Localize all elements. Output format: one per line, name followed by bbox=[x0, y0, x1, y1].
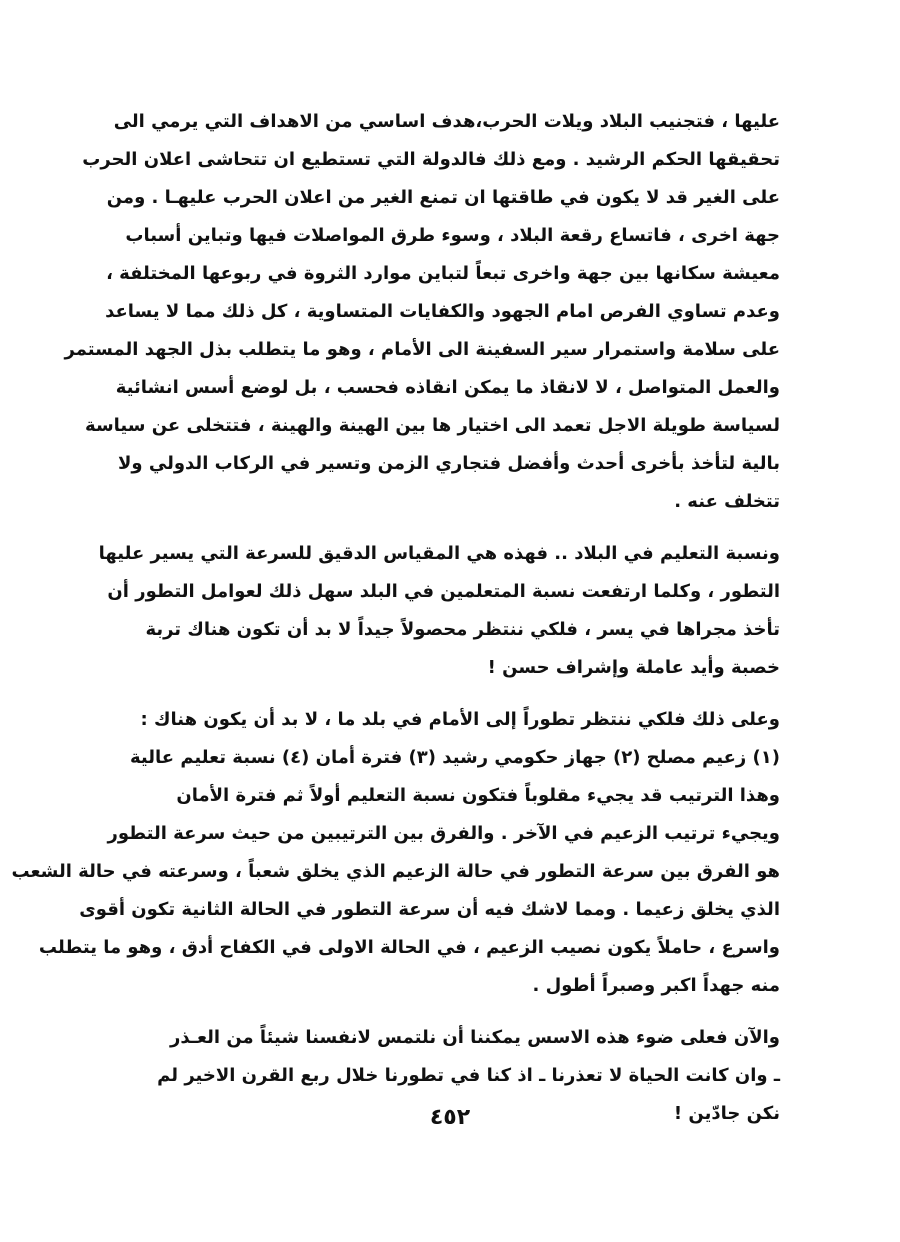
text-line: نكن جادّين ! bbox=[673, 1103, 780, 1124]
text-line: على سلامة واستمرار سير السفينة الى الأمام ، وهو ما يتطلب بذل الجهد المستمر bbox=[64, 339, 780, 360]
paragraph-gap bbox=[140, 1005, 780, 1019]
text-line: وهذا الترتيب قد يجيء مقلوباً فتكون نسبة التعليم أولاً ثم فترة الأمان bbox=[176, 785, 780, 806]
page-number: ٤٥٢ bbox=[429, 1105, 471, 1130]
paragraph-gap bbox=[140, 687, 780, 701]
text-line: معيشة سكانها بين جهة واخرى تبعاً لتباين موارد الثروة في ربوعها المختلفة ، bbox=[106, 263, 780, 284]
body-text bbox=[11, 103, 780, 1133]
text-line: الذي يخلق زعيما . ومما لاشك فيه أن سرعة التطور في الحالة الثانية تكون أقوى bbox=[79, 899, 780, 920]
text-line: بالية لتأخذ بأخرى أحدث وأفضل فتجاري الزمن وتسير في الركاب الدولي ولا bbox=[118, 453, 780, 474]
text-line: لسياسة طويلة الاجل تعمد الى اختيار ها بين الهينة والهينة ، فتتخلى عن سياسة bbox=[85, 415, 780, 436]
text-line: واسرع ، حاملاً يكون نصيب الزعيم ، في الحالة الاولى في الكفاح أدق ، وهو ما يتطلب bbox=[38, 937, 780, 958]
text-line: تأخذ مجراها في يسر ، فلكي ننتظر محصولاً جيداً لا بد أن تكون هناك تربة bbox=[145, 619, 780, 640]
text-line: وعدم تساوي الفرص امام الجهود والكفايات المتساوية ، كل ذلك مما لا يساعد bbox=[105, 301, 780, 322]
text-line: (١) زعيم مصلح (٢) جهاز حكومي رشيد (٣) فترة أمان (٤) نسبة تعليم عالية bbox=[129, 747, 780, 768]
text-line: تتخلف عنه . bbox=[674, 491, 780, 512]
text-line: عليها ، فتجنيب البلاد ويلات الحرب،هدف اساسي من الاهداف التي يرمي الى bbox=[113, 111, 780, 132]
text-line: ويجيء ترتيب الزعيم في الآخر . والفرق بين الترتيبين من حيث سرعة التطور bbox=[107, 823, 780, 844]
text-line: خصبة وأيد عاملة وإشراف حسن ! bbox=[487, 657, 780, 678]
text-line: ـ وان كانت الحياة لا تعذرنا ـ اذ كنا في تطورنا خلال ربع القرن الاخير لم bbox=[157, 1065, 780, 1086]
text-line: والعمل المتواصل ، لا لانقاذ ما يمكن انقاذه فحسب ، بل لوضع أسس انشائية bbox=[115, 377, 780, 398]
paragraph-gap bbox=[140, 521, 780, 535]
text-line: جهة اخرى ، فاتساع رقعة البلاد ، وسوء طرق المواصلات فيها وتباين أسباب bbox=[125, 225, 780, 246]
paragraph bbox=[98, 535, 780, 687]
text-line: تحقيقها الحكم الرشيد . ومع ذلك فالدولة التي تستطيع ان تتحاشى اعلان الحرب bbox=[82, 149, 780, 170]
paragraph bbox=[11, 701, 780, 1005]
text-line: على الغير قد لا يكون في طاقتها ان تمنع الغير من اعلان الحرب عليهـا . ومن bbox=[106, 187, 780, 208]
text-line: ونسبة التعليم في البلاد .. فهذه هي المقياس الدقيق للسرعة التي يسير عليها bbox=[98, 543, 780, 564]
text-line: وعلى ذلك فلكي ننتظر تطوراً إلى الأمام في بلد ما ، لا بد أن يكون هناك : bbox=[140, 709, 780, 730]
text-line: هو الفرق بين سرعة التطور في حالة الزعيم الذي يخلق شعباً ، وسرعته في حالة الشعب bbox=[11, 861, 780, 882]
text-line: منه جهداً اكبر وصبراً أطول . bbox=[532, 975, 780, 996]
text-line: التطور ، وكلما ارتفعت نسبة المتعلمين في البلد سهل ذلك لعوامل التطور أن bbox=[107, 581, 780, 602]
text-line: والآن فعلى ضوء هذه الاسس يمكننا أن نلتمس لانفسنا شيئاً من العـذر bbox=[170, 1027, 780, 1048]
paragraph bbox=[64, 103, 780, 521]
